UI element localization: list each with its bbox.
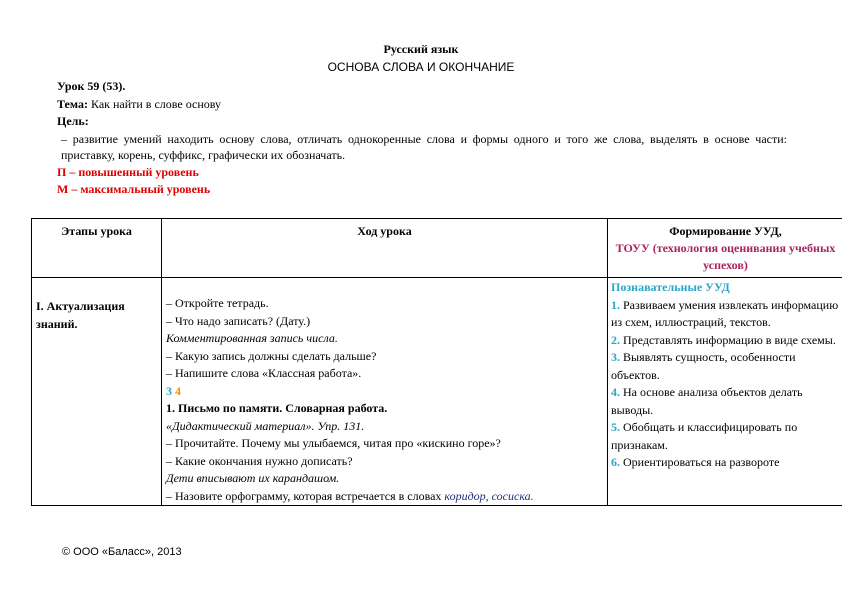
- goal-label: Цель:: [57, 114, 89, 128]
- uud-item: [611, 384, 839, 419]
- header-uud: [608, 219, 842, 278]
- lesson-theme: [57, 96, 787, 114]
- header-flow: Ход урока: [162, 219, 608, 278]
- uud-item-text: Обобщать и классифицировать по признакам.: [611, 420, 798, 452]
- uud-item-num: 6.: [611, 455, 620, 469]
- flow-line: Комментированная запись числа.: [166, 331, 338, 345]
- uud-item-num: 5.: [611, 420, 620, 434]
- uud-title: Познавательные УУД: [611, 280, 730, 294]
- flow-line: – Что надо записать? (Дату.): [166, 313, 311, 328]
- level-m: М – максимальный уровень: [57, 182, 211, 196]
- lesson-table: [31, 218, 842, 506]
- uud-item-num: 3.: [611, 350, 620, 364]
- flow-line: «Дидактический материал». Упр. 131.: [166, 418, 365, 433]
- flow-cell: [162, 278, 608, 506]
- uud-item-text: Представлять информацию в виде схемы.: [623, 332, 836, 347]
- flow-line: [166, 488, 603, 506]
- lesson-number: Урок 59 (53).: [57, 79, 126, 93]
- footer-copyright: © ООО «Баласс», 2013: [62, 546, 182, 558]
- subject-title: Русский язык: [383, 42, 459, 56]
- table-row: [32, 278, 842, 506]
- flow-line-words: коридор, сосиска.: [444, 488, 534, 503]
- theme-value: Как найти в слове основу: [90, 96, 222, 111]
- table-header-row: [32, 219, 842, 278]
- goal-text: – развитие умений находить основу слова, отличать однокоренные слова и формы одного и того же слова, выделять в основе части: приставку, корень, суффикс, графически их обозначать.: [61, 131, 787, 162]
- uud-item: [611, 419, 839, 454]
- uud-item-text: Выявлять сущность, особенности объектов.: [611, 350, 796, 382]
- uud-item: [611, 332, 839, 350]
- uud-item-num: 2.: [611, 332, 620, 347]
- level-number-4: 4: [175, 383, 181, 398]
- flow-level-numbers: [166, 383, 603, 401]
- flow-line: – Какую запись должны сделать дальше?: [166, 348, 377, 363]
- flow-line: 1. Письмо по памяти. Словарная работа.: [166, 401, 388, 415]
- uud-item-num: 4.: [611, 385, 620, 399]
- header-uud-line2: ТОУУ (технология оценивания учебных успехов): [615, 241, 836, 272]
- flow-line: Дети вписывают их карандашом.: [166, 471, 340, 485]
- stage-cell: I. Актуализация знаний.: [32, 278, 162, 506]
- level-p: П – повышенный уровень: [57, 164, 199, 179]
- lesson-meta: [57, 78, 787, 199]
- flow-line: – Напишите слова «Классная работа».: [166, 366, 362, 380]
- uud-item-num: 1.: [611, 297, 620, 312]
- uud-item-text: Ориентироваться на развороте: [623, 455, 780, 469]
- uud-item: [611, 297, 839, 332]
- uud-item: [611, 454, 839, 472]
- uud-cell: [608, 278, 842, 506]
- theme-label: Тема:: [57, 96, 88, 111]
- uud-item: [611, 349, 839, 384]
- flow-line: – Какие окончания нужно дописать?: [166, 453, 353, 468]
- uud-item-text: Развиваем умения извлекать информацию из схем, иллюстраций, текстов.: [611, 297, 839, 329]
- flow-line: – Прочитайте. Почему мы улыбаемся, читая про «кискино горе»?: [166, 436, 501, 450]
- lesson-topic-title: ОСНОВА СЛОВА И ОКОНЧАНИЕ: [327, 60, 515, 74]
- flow-line-text: – Назовите орфограмму, которая встречается в словах: [166, 488, 442, 503]
- flow-line: – Откройте тетрадь.: [166, 296, 269, 310]
- header-stages: Этапы урока: [32, 219, 162, 278]
- header-uud-line1: Формирование УУД,: [669, 224, 782, 238]
- level-number-3: 3: [166, 383, 172, 398]
- uud-item-text: На основе анализа объектов делать выводы.: [611, 385, 803, 417]
